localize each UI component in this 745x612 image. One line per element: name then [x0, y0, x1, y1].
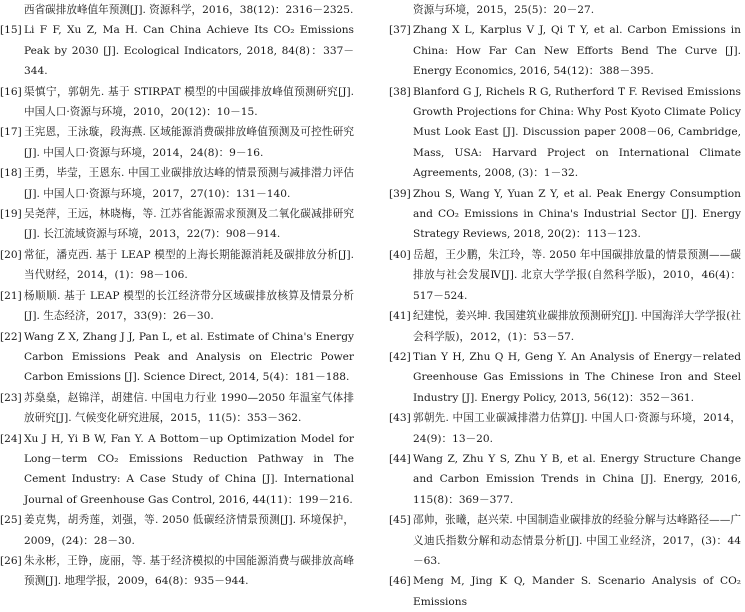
reference-number: [37] — [389, 24, 411, 37]
references-right-column — [389, 0, 741, 612]
reference-entry — [0, 327, 354, 388]
reference-number: [18] — [0, 167, 22, 180]
reference-text: Li F F, Xu Z, Ma H. Can China Achieve Its CO₂ Emissions Peak by 2030 [J]. Ecological Indicators, 2018, 84(8)：337－344. — [24, 24, 354, 78]
reference-text: Zhou S, Wang Y, Yuan Z Y, et al. Peak Energy Consumption and CO₂ Emissions in China's Industrial Sector [J]. Energy Strategy Reviews, 2018, 20(2)：113－123. — [413, 187, 741, 241]
reference-text: 郭朝先. 中国工业碳减排潜力估算[J]. 中国人口·资源与环境，2014，24(9)：13－20. — [413, 412, 741, 445]
reference-text: 西省碳排放峰值年预测[J]. 资源科学，2016，38(12)：2316－2325. — [24, 4, 354, 16]
reference-entry — [389, 82, 741, 184]
reference-text: Zhang X L, Karplus V J, Qi T Y, et al. Carbon Emissions in China: How Far Can New Efforts Bend The Curve [J]. Energy Economics, 2016, 54(12)：388－395. — [413, 24, 741, 78]
reference-text: 渠慎宁，郭朝先. 基于 STIRPAT 模型的中国碳排放峰值预测研究[J]. 中国人口·资源与环境，2010，20(12)：10－15. — [24, 85, 354, 119]
reference-entry — [0, 388, 354, 429]
reference-text: 姜克隽，胡秀莲，刘强，等. 2050 低碳经济情景预测[J]. 环境保护，2009，(24)：28－30. — [24, 514, 354, 547]
reference-number: [19] — [0, 208, 22, 221]
reference-number: [38] — [389, 85, 411, 98]
reference-continuation — [0, 0, 354, 20]
reference-number: [16] — [0, 85, 22, 98]
reference-number: [21] — [0, 289, 22, 302]
reference-text: Blanford G J, Richels R G, Rutherford T F. Revised Emissions Growth Projections for China: Why Post Kyoto Climate Policy Must Look East [J]. Discussion paper 2008－06, Cambridge, Mass, USA: Harvard Project on International Climate Agreements, 2008, (3)：1－32. — [413, 85, 741, 180]
reference-entry — [389, 347, 741, 408]
reference-number: [22] — [0, 330, 22, 343]
reference-entry — [0, 510, 354, 551]
reference-number: [26] — [0, 554, 22, 567]
reference-text: 纪建悦，姜兴坤. 我国建筑业碳排放预测研究[J]. 中国海洋大学学报(社会科学版)，2012，(1)：53－57. — [413, 310, 741, 343]
reference-entry — [0, 286, 354, 327]
reference-entry — [389, 449, 741, 510]
reference-text: Wang Z, Zhu Y S, Zhu Y B, et al. Energy Structure Change and Carbon Emission Trends in China [J]. Energy, 2016, 115(8)：369－377. — [413, 452, 741, 506]
reference-entry — [0, 429, 354, 511]
reference-number: [23] — [0, 391, 22, 404]
reference-entry — [389, 408, 741, 449]
reference-text: Meng M, Jing K Q, Mander S. Scenario Analysis of CO₂ Emissions — [413, 575, 741, 608]
reference-text: 吴尧萍，王远，林晓梅，等. 江苏省能源需求预测及二氧化碳减排研究[J]. 长江流域资源与环境，2013，22(7)：908－914. — [24, 208, 354, 241]
reference-number: [40] — [389, 248, 411, 261]
reference-entry — [0, 204, 354, 245]
references-left-column — [0, 0, 354, 592]
reference-number: [45] — [389, 514, 411, 527]
reference-text: Xu J H, Yi B W, Fan Y. A Bottom－up Optimization Model for Long－term CO₂ Emissions Reduction Pathway in The Cement Industry: A Case Study of China [J]. International Journal of Greenhouse Gas Control, 2016, 44(11)：199－216. — [24, 432, 354, 506]
reference-text: 苏燊燊，赵锦洋，胡建信. 中国电力行业 1990—2050 年温室气体排放研究[J]. 气候变化研究进展，2015，11(5)：353－362. — [24, 391, 354, 425]
reference-entry — [389, 571, 741, 612]
reference-text: 岳超，王少鹏，朱江玲，等. 2050 年中国碳排放量的情景预测——碳排放与社会发展Ⅳ[J]. 北京大学学报(自然科学版)，2010，46(4)：517－524. — [413, 248, 741, 302]
reference-text: Tian Y H, Zhu Q H, Geng Y. An Analysis of Energy－related Greenhouse Gas Emissions in The Chinese Iron and Steel Industry [J]. Energy Policy, 2013, 56(12)：352－361. — [413, 350, 741, 404]
reference-entry — [0, 82, 354, 123]
reference-number: [25] — [0, 514, 22, 527]
reference-number: [43] — [389, 412, 411, 425]
reference-text: 常征，潘克西. 基于 LEAP 模型的上海长期能源消耗及碳排放分析[J]. 当代财经，2014，(1)：98－106. — [24, 248, 354, 282]
reference-entry — [0, 245, 354, 286]
reference-text: 邵帅，张曦，赵兴荣. 中国制造业碳排放的经验分解与达峰路径——广义迪氏指数分解和动态情景分析[J]. 中国工业经济，2017，(3)：44－63. — [413, 514, 741, 567]
reference-number: [44] — [389, 452, 411, 465]
reference-entry — [389, 510, 741, 571]
reference-number: [46] — [389, 575, 411, 588]
reference-entry — [0, 122, 354, 163]
reference-entry — [389, 306, 741, 347]
reference-number: [41] — [389, 310, 411, 323]
reference-text: 朱永彬，王铮，庞丽，等. 基于经济模拟的中国能源消费与碳排放高峰预测[J]. 地理学报，2009，64(8)：935－944. — [24, 554, 354, 588]
reference-entry — [0, 551, 354, 592]
reference-number: [39] — [389, 187, 411, 200]
reference-number: [24] — [0, 432, 22, 445]
reference-text: Wang Z X, Zhang J J, Pan L, et al. Estimate of China's Energy Carbon Emissions Peak and Analysis on Electric Power Carbon Emissions [J]. Science Direct, 2014, 5(4)：181－188. — [24, 330, 354, 384]
reference-entry — [389, 184, 741, 245]
reference-text: 杨顺顺. 基于 LEAP 模型的长江经济带分区域碳排放核算及情景分析[J]. 生态经济，2017，33(9)：26－30. — [24, 289, 354, 323]
reference-text: 王宪恩，王泳璇，段海燕. 区域能源消费碳排放峰值预测及可控性研究[J]. 中国人口·资源与环境，2014，24(8)：9－16. — [24, 126, 354, 159]
reference-entry — [0, 163, 354, 204]
reference-continuation — [389, 0, 741, 20]
reference-number: [17] — [0, 126, 22, 139]
reference-entry — [389, 20, 741, 81]
reference-number: [20] — [0, 248, 22, 261]
reference-entry — [389, 245, 741, 306]
reference-number: [42] — [389, 350, 411, 363]
reference-text: 王勇，毕莹，王恩东. 中国工业碳排放达峰的情景预测与减排潜力评估[J]. 中国人口·资源与环境，2017，27(10)：131－140. — [24, 167, 354, 200]
reference-entry — [0, 20, 354, 81]
reference-number: [15] — [0, 24, 22, 37]
reference-text: 资源与环境，2015，25(5)：20－27. — [413, 4, 595, 16]
